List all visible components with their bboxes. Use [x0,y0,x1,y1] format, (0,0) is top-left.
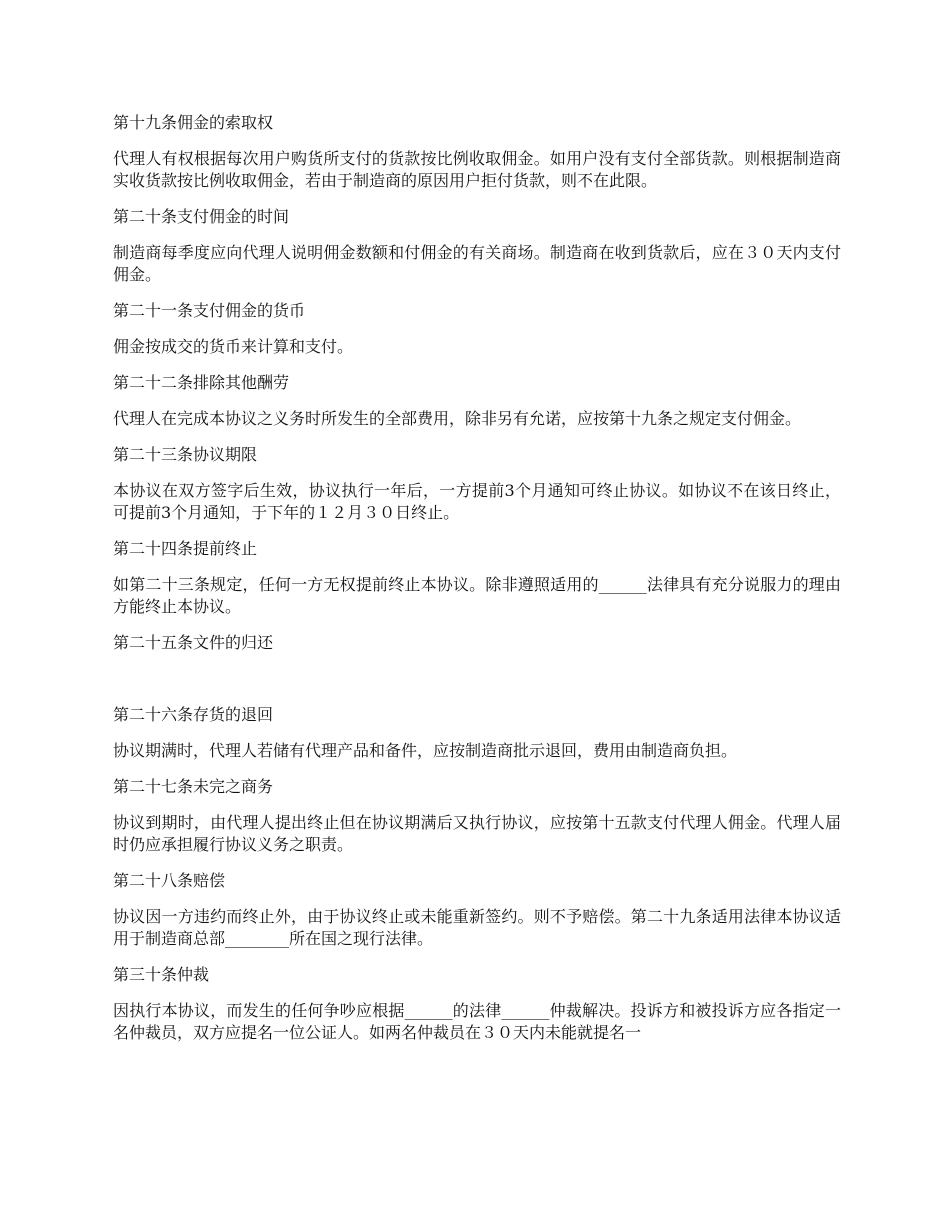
article-30-body: 因执行本协议，而发生的任何争吵应根据______的法律______仲裁解决。投诉方和被投诉方应各指定一名仲裁员，双方应提名一位公证人。如两名仲裁员在３０天内未能就提名一 [113,1001,841,1042]
article-20-body: 制造商每季度应向代理人说明佣金数额和付佣金的有关商场。制造商在收到货款后，应在３０天内支付佣金。 [113,243,841,284]
article-19-body: 代理人有权根据每次用户购货所支付的货款按比例收取佣金。如用户没有支付全部货款。则根据制造商实收货款按比例收取佣金，若由于制造商的原因用户拒付货款，则不在此限。 [113,149,841,190]
article-27-heading: 第二十七条未完之商务 [113,777,274,796]
article-23-body: 本协议在双方签字后生效，协议执行一年后，一方提前3个月通知可终止协议。如协议不在该日终止，可提前3个月通知，于下年的１２月３０日终止。 [113,481,841,522]
article-23-heading: 第二十三条协议期限 [113,445,258,464]
article-24-heading: 第二十四条提前终止 [113,539,258,558]
article-22-body: 代理人在完成本协议之义务时所发生的全部费用，除非另有允诺，应按第十九条之规定支付佣金。 [113,409,802,428]
article-26-heading: 第二十六条存货的退回 [113,705,274,724]
document-page [113,112,841,1058]
article-26-body: 协议期满时，代理人若储有代理产品和备件，应按制造商批示退回，费用由制造商负担。 [113,741,738,760]
article-25-heading: 第二十五条文件的归还 [113,633,274,652]
article-30-heading: 第三十条仲裁 [113,965,210,984]
article-27-body: 协议到期时，由代理人提出终止但在协议期满后又执行协议，应按第十五款支付代理人佣金。代理人届时仍应承担履行协议义务之职责。 [113,813,841,854]
article-28-heading: 第二十八条赔偿 [113,871,226,890]
article-20-heading: 第二十条支付佣金的时间 [113,207,290,226]
article-25-empty-body [113,668,841,704]
article-22-heading: 第二十二条排除其他酬劳 [113,373,290,392]
article-28-body: 协议因一方违约而终止外，由于协议终止或未能重新签约。则不予赔偿。第二十九条适用法律本协议适用于制造商总部________所在国之现行法律。 [113,907,841,948]
article-24-body: 如第二十三条规定，任何一方无权提前终止本协议。除非遵照适用的______法律具有充分说服力的理由方能终止本协议。 [113,575,841,616]
article-19-heading: 第十九条佣金的索取权 [113,113,274,132]
article-21-heading: 第二十一条支付佣金的货币 [113,301,306,320]
article-21-body: 佣金按成交的货币来计算和支付。 [113,337,354,356]
